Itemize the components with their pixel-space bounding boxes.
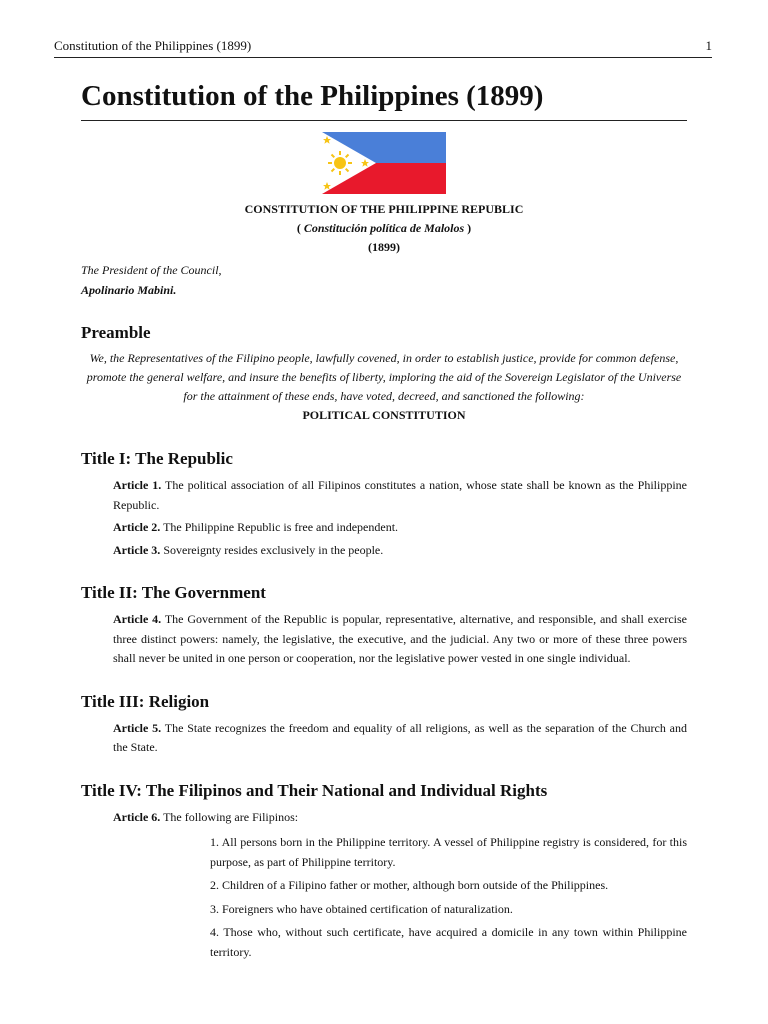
republic-heading: CONSTITUTION OF THE PHILIPPINE REPUBLIC [244, 202, 524, 216]
flag-sun-icon [328, 151, 352, 175]
article-label: Article 4. [113, 612, 162, 626]
article-paragraph [113, 541, 687, 561]
title-section [81, 448, 687, 560]
running-title: Constitution of the Philippines (1899) [54, 38, 252, 53]
document-page [81, 78, 687, 966]
title-section [81, 691, 687, 758]
article-text: The Government of the Republic is popular, representative, alternative, and responsible, and shall exercise three distinct powers: namely, the legislative, the executive, and the judicial. Any two or more of these three powers shall never be united in one person or cooperation, nor the legislative power vested in one single individual. [113, 612, 687, 665]
preamble-text: We, the Representatives of the Filipino people, lawfully covened, in order to establish justice, provide for common defense, promote the general welfare, and insure the benefits of liberty, imploring the aid of the Sovereign Legislator of the Universe for the attainment of these ends, have voted, decreed, and sanctioned the following: [86, 351, 682, 403]
philippine-flag-image [322, 132, 446, 194]
flag-container [81, 132, 687, 194]
article-text: The Philippine Republic is free and independent. [160, 520, 399, 534]
paren-open: ( [296, 221, 304, 235]
title-section [81, 582, 687, 669]
list-item: 4. Those who, without such certificate, have acquired a domicile in any town within Philippine territory. [210, 925, 687, 959]
list-item: 1. All persons born in the Philippine territory. A vessel of Philippine registry is considered, for this purpose, as part of Philippine territory. [210, 835, 687, 869]
title-section [81, 780, 687, 963]
paren-close: ) [464, 221, 472, 235]
section-heading: Title I: The Republic [81, 449, 233, 468]
article-text: The following are Filipinos: [160, 809, 299, 824]
page-title: Constitution of the Philippines (1899) [81, 78, 687, 121]
section-heading: Title IV: The Filipinos and Their National and Individual Rights [81, 780, 548, 800]
article-paragraph [113, 808, 687, 828]
list-item: 3. Foreigners who have obtained certification of naturalization. [210, 901, 513, 916]
signature-name: Apolinario Mabini. [81, 283, 177, 297]
spanish-title-line [81, 219, 687, 238]
article-paragraph [113, 719, 687, 758]
preamble-heading: Preamble [81, 323, 151, 342]
article-paragraph [113, 610, 687, 669]
article-label: Article 3. [113, 542, 161, 557]
article-paragraph [113, 518, 687, 538]
list-item: 2. Children of a Filipino father or mother, although born outside of the Philippines. [210, 878, 609, 892]
year-line: (1899) [368, 240, 400, 254]
signature-role: The President of the Council, [81, 263, 222, 277]
article-text: Sovereignty resides exclusively in the people. [160, 542, 384, 557]
article-label: Article 2. [113, 520, 161, 534]
article-text: The State recognizes the freedom and equality of all religions, as well as the separation of the Church and the State. [113, 720, 688, 754]
spanish-title: Constitución política de Malolos [303, 221, 465, 235]
section-heading: Title II: The Government [81, 583, 266, 602]
article-label: Article 5. [113, 720, 162, 735]
signature-block [81, 260, 687, 300]
article-label: Article 6. [113, 809, 161, 824]
section-heading: Title III: Religion [81, 691, 210, 711]
article-paragraph [113, 476, 687, 515]
article-label: Article 1. [113, 478, 162, 492]
article-text: The political association of all Filipinos constitutes a nation, whose state shall be known as the Philippine Republic. [113, 478, 688, 512]
running-header [54, 38, 712, 58]
page-number: 1 [705, 38, 712, 53]
political-constitution-label: POLITICAL CONSTITUTION [302, 408, 466, 422]
